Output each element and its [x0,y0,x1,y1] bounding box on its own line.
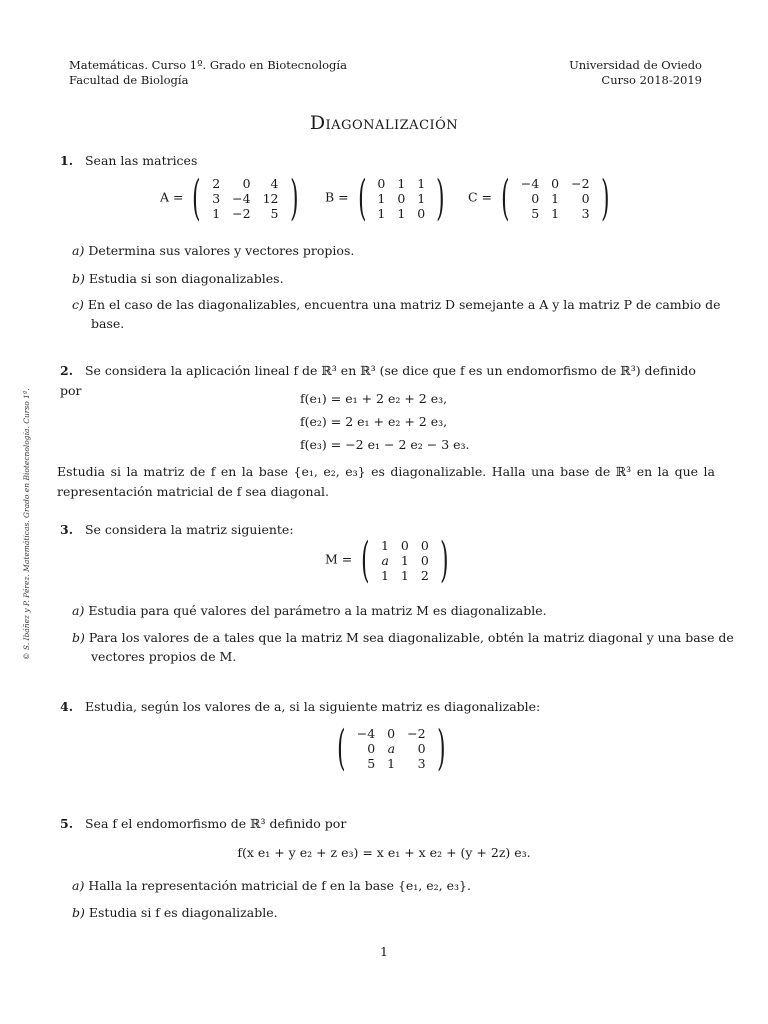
problem-3-item-a: a) Estudia para qué valores del parámetro a la matriz M es diagonalizable. [72,603,547,618]
matrix-problem-4 [332,720,450,776]
matrix-body: ( −4 0 −2 0 1 0 5 1 3 ) [501,170,610,226]
matrix-name: B = [325,189,349,205]
faculty: Facultad de Biología [69,73,189,87]
matrix-name: A = [160,189,184,205]
university: Universidad de Oviedo [569,58,702,72]
problem-number: 5. [60,816,74,831]
problem-5-item-a: a) Halla la representación matricial de f en la base {e₁, e₂, e₃}. [72,878,471,893]
equation: f(e₃) = −2 e₁ − 2 e₂ − 3 e₃. [300,437,470,452]
problem-number: 4. [60,699,74,714]
course-title: Matemáticas. Curso 1º. Grado en Biotecnología [69,58,347,72]
problem-number: 3. [60,522,74,537]
equation: f(e₂) = 2 e₁ + e₂ + 2 e₃, [300,414,448,429]
problem-text: Se considera la matriz siguiente: [84,522,294,537]
problem-1-item-a: a) Determina sus valores y vectores propios. [72,243,355,258]
problem-3-item-b: b) Para los valores de a tales que la matriz M sea diagonalizable, obtén la matriz diagonal y una base de vectores propios de M. [72,630,734,664]
problem-text: Estudia, según los valores de a, si la siguiente matriz es diagonalizable: [84,699,541,714]
page-title: Diagonalización [309,112,459,134]
problem-2-text: Estudia si la matriz de f en la base {e₁, e₂, e₃} es diagonalizable. Halla una base de ℝ³ en la que la representación matricial de f sea diagonal. [57,464,715,499]
problem-number: 2. [60,363,74,378]
problem-5-intro [60,814,346,834]
problem-1-item-c: c) En el caso de las diagonalizables, encuentra una matriz D semejante a A y la matriz P de cambio de base. [72,297,721,331]
matrix-body: ( 0 1 1 1 0 1 1 1 0 ) [357,170,445,226]
header-right [569,58,702,88]
copyright-note: © S. Ibáñez y P. Pérez. Matemáticas. Grado en Biotecnología. Curso 1º. [22,388,31,660]
header-left [69,58,347,88]
matrix-name: C = [468,189,493,205]
problem-1-item-b: b) Estudia si son diagonalizables. [72,271,284,286]
problem-text: Se considera la aplicación lineal f de ℝ³ en ℝ³ (se dice que f es un endomorfismo de ℝ³) definido por [60,363,696,398]
matrix-body: ( 2 0 4 3 −4 12 1 −2 5 ) [192,170,299,226]
matrix-B [325,170,450,226]
academic-year: Curso 2018-2019 [601,73,702,87]
problem-1-intro [60,151,197,171]
problem-text: Sean las matrices [84,153,198,168]
matrix-A [160,170,303,226]
problem-2-equations [300,387,470,456]
problem-5-equation: f(x e₁ + y e₂ + z e₃) = x e₁ + x e₂ + (y + 2z) e₃. [237,845,531,860]
problem-4-intro [60,697,540,717]
problem-number: 1. [60,153,74,168]
page-number: 1 [380,944,388,959]
matrix-C [468,170,614,226]
matrix-body: ( −4 0 −2 0 a 0 5 1 3 ) [337,720,446,776]
matrix-body: ( 1 0 0 a 1 0 1 1 2 ) [361,532,449,588]
matrix-name: M = [325,551,353,567]
problem-5-item-b: b) Estudia si f es diagonalizable. [72,905,278,920]
problem-text: Sea f el endomorfismo de ℝ³ definido por [84,816,347,831]
equation: f(e₁) = e₁ + 2 e₂ + 2 e₃, [300,391,448,406]
problem-3-intro [60,520,294,540]
matrix-M [325,532,454,588]
